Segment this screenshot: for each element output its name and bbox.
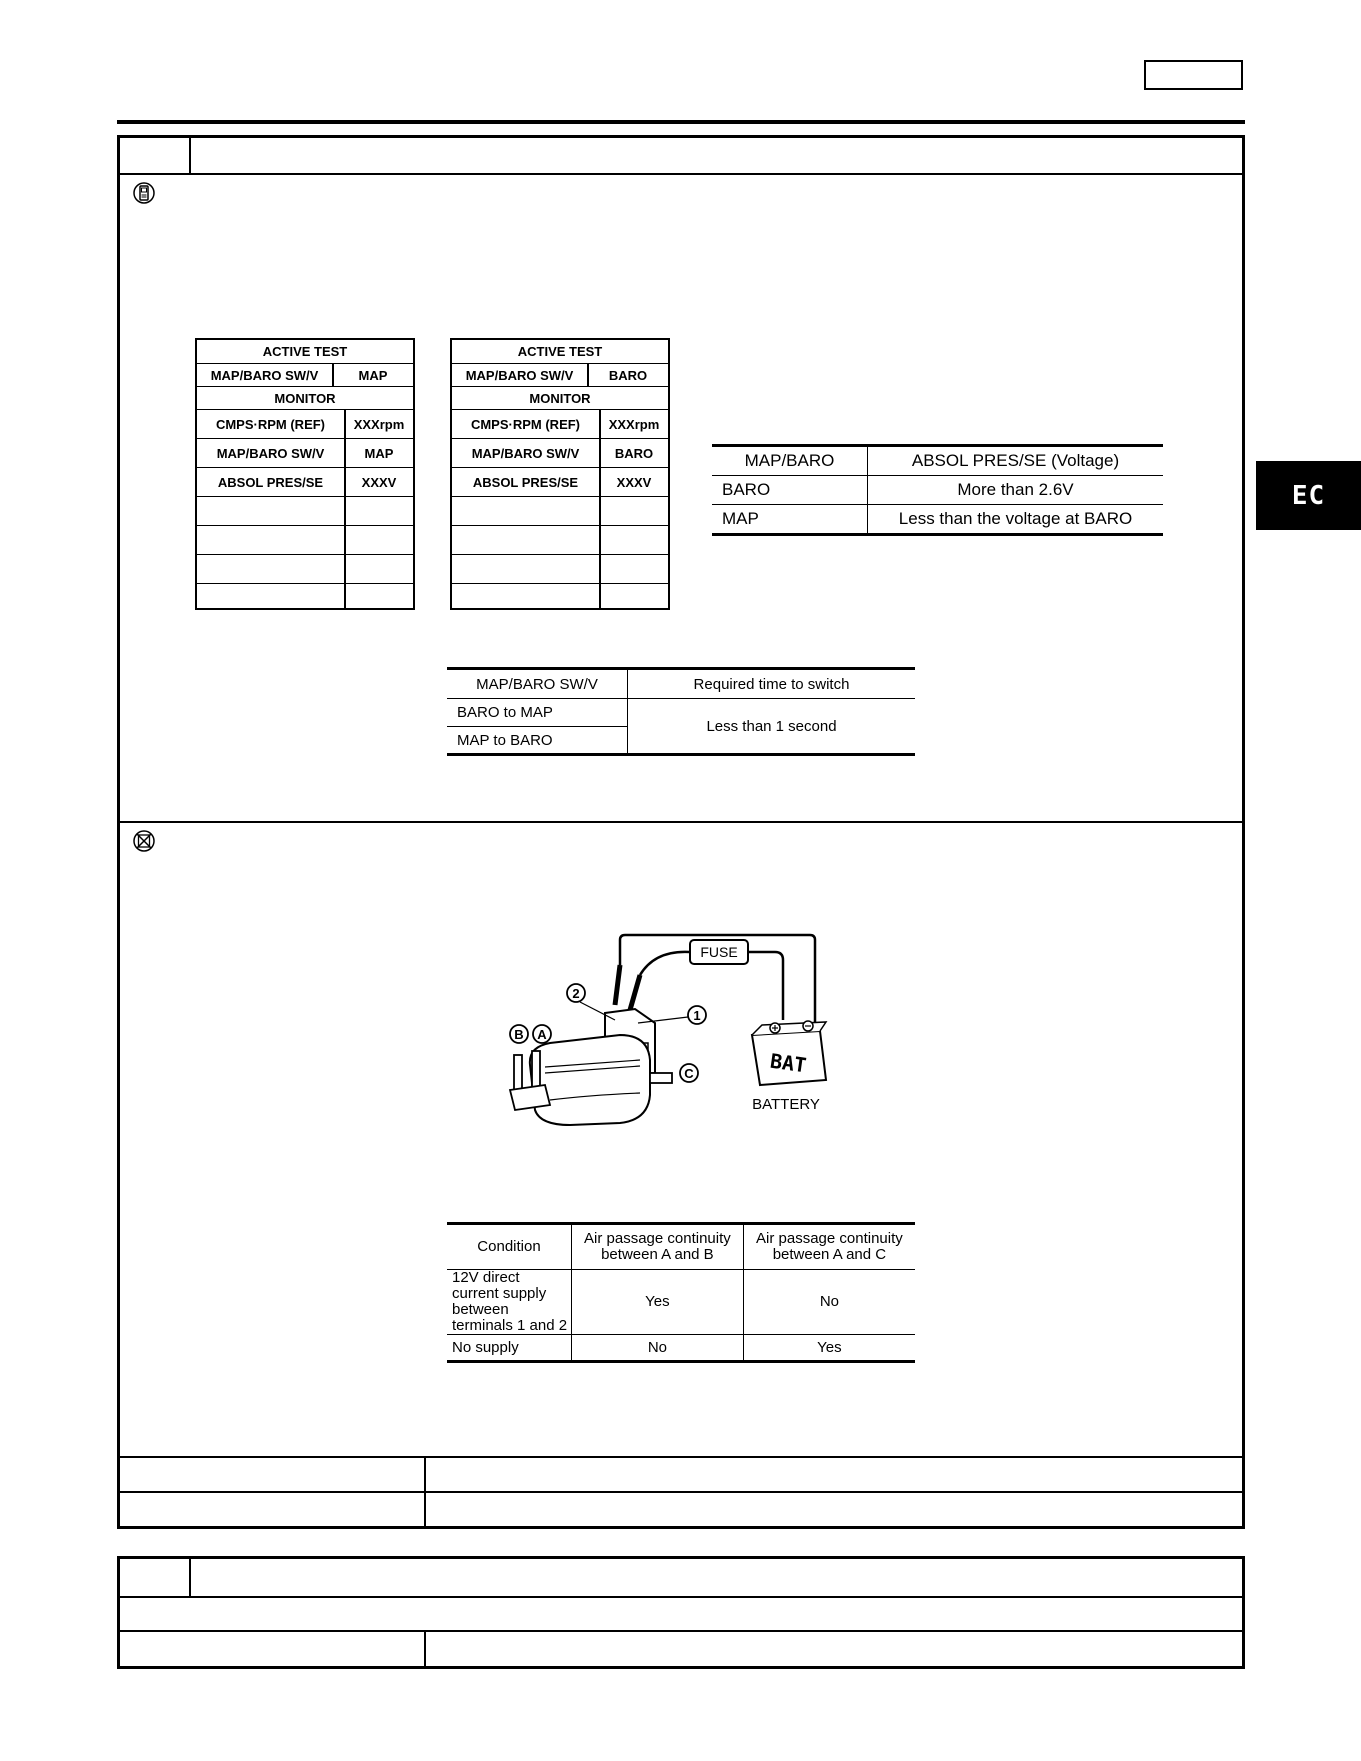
result-row-divider [117, 1456, 1245, 1458]
monitor-item-label: ABSOL PRES/SE [217, 474, 324, 490]
table-cell: More than 2.6V [868, 476, 1164, 505]
monitor-item-value: XXXV [616, 474, 652, 490]
monitor-item-value: XXXrpm [353, 416, 405, 432]
section-tab-ec[interactable]: EC [1256, 461, 1361, 530]
table-cell: BARO to MAP [447, 699, 628, 727]
result-column-divider [424, 1456, 426, 1528]
consult-screen-map [195, 338, 415, 610]
monitor-item-label: MAP/BARO SW/V [471, 445, 580, 461]
battery-text: BAT [768, 1048, 808, 1078]
table-cell: 12V direct current supply between terminals 1 and 2 [447, 1270, 572, 1335]
table-header: Air passage continuity between A and C [743, 1224, 915, 1270]
solenoid-valve-diagram [490, 925, 860, 1170]
monitor-item-value: XXXV [361, 474, 397, 490]
table-cell: Yes [572, 1270, 744, 1335]
terminal-1-label: 1 [693, 1008, 701, 1023]
consult-mode-icon [133, 182, 155, 204]
step-header-divider [117, 1596, 1245, 1598]
screen-monitor-label: MONITOR [274, 390, 336, 406]
port-c-label: C [684, 1066, 694, 1081]
table-cell-merged: Less than 1 second [628, 699, 916, 755]
monitor-item-value: MAP [364, 445, 394, 461]
result-row-divider [117, 1630, 1245, 1632]
table-cell: No [743, 1270, 915, 1335]
monitor-item-label: CMPS·RPM (REF) [470, 416, 581, 432]
monitor-item-label: MAP/BARO SW/V [216, 445, 325, 461]
result-row-divider [117, 1491, 1245, 1493]
port-a-label: A [537, 1027, 547, 1042]
table-cell: MAP to BARO [457, 731, 553, 749]
table-cell: MAP [722, 509, 759, 528]
table-cell: No [572, 1335, 744, 1362]
continuity-table [447, 1222, 915, 1363]
voltage-spec-table [712, 444, 1163, 536]
table-header: Condition [447, 1224, 572, 1270]
table-cell: No supply [452, 1338, 519, 1356]
monitor-item-label: ABSOL PRES/SE [472, 474, 579, 490]
header-rule [117, 120, 1245, 124]
screen-title: ACTIVE TEST [262, 344, 348, 359]
table-cell: Yes [743, 1335, 915, 1362]
table-header: MAP/BARO [712, 446, 868, 476]
screen-test-value: BARO [608, 367, 648, 383]
step-header-divider [117, 173, 1245, 175]
table-cell: BARO [712, 476, 868, 505]
fuse-label: FUSE [700, 944, 738, 960]
consult-screen-baro [450, 338, 670, 610]
screen-monitor-label: MONITOR [529, 390, 591, 406]
monitor-item-value: XXXrpm [608, 416, 660, 432]
battery-label: BATTERY [752, 1096, 820, 1113]
next-step-frame [117, 1556, 1245, 1669]
table-header: ABSOL PRES/SE (Voltage) [868, 446, 1164, 476]
result-column-divider [424, 1630, 426, 1667]
screen-test-value: MAP [358, 367, 388, 383]
step-number-divider [189, 135, 191, 174]
page-code-box [1144, 60, 1243, 90]
monitor-item-value: BARO [614, 445, 654, 461]
switch-time-table [447, 667, 915, 756]
screen-test-item: MAP/BARO SW/V [465, 367, 574, 383]
table-header: Required time to switch [628, 669, 916, 699]
section-divider [117, 821, 1245, 823]
terminal-2-label: 2 [572, 986, 580, 1001]
screen-test-item: MAP/BARO SW/V [210, 367, 319, 383]
monitor-item-label: CMPS·RPM (REF) [215, 416, 326, 432]
screen-title: ACTIVE TEST [517, 344, 603, 359]
table-header: MAP/BARO SW/V [447, 669, 628, 699]
no-tools-mode-icon [133, 830, 155, 852]
step-number-divider [189, 1556, 191, 1597]
table-header: Air passage continuity between A and B [572, 1224, 744, 1270]
port-b-label: B [514, 1027, 524, 1042]
table-cell: Less than the voltage at BARO [868, 505, 1164, 535]
